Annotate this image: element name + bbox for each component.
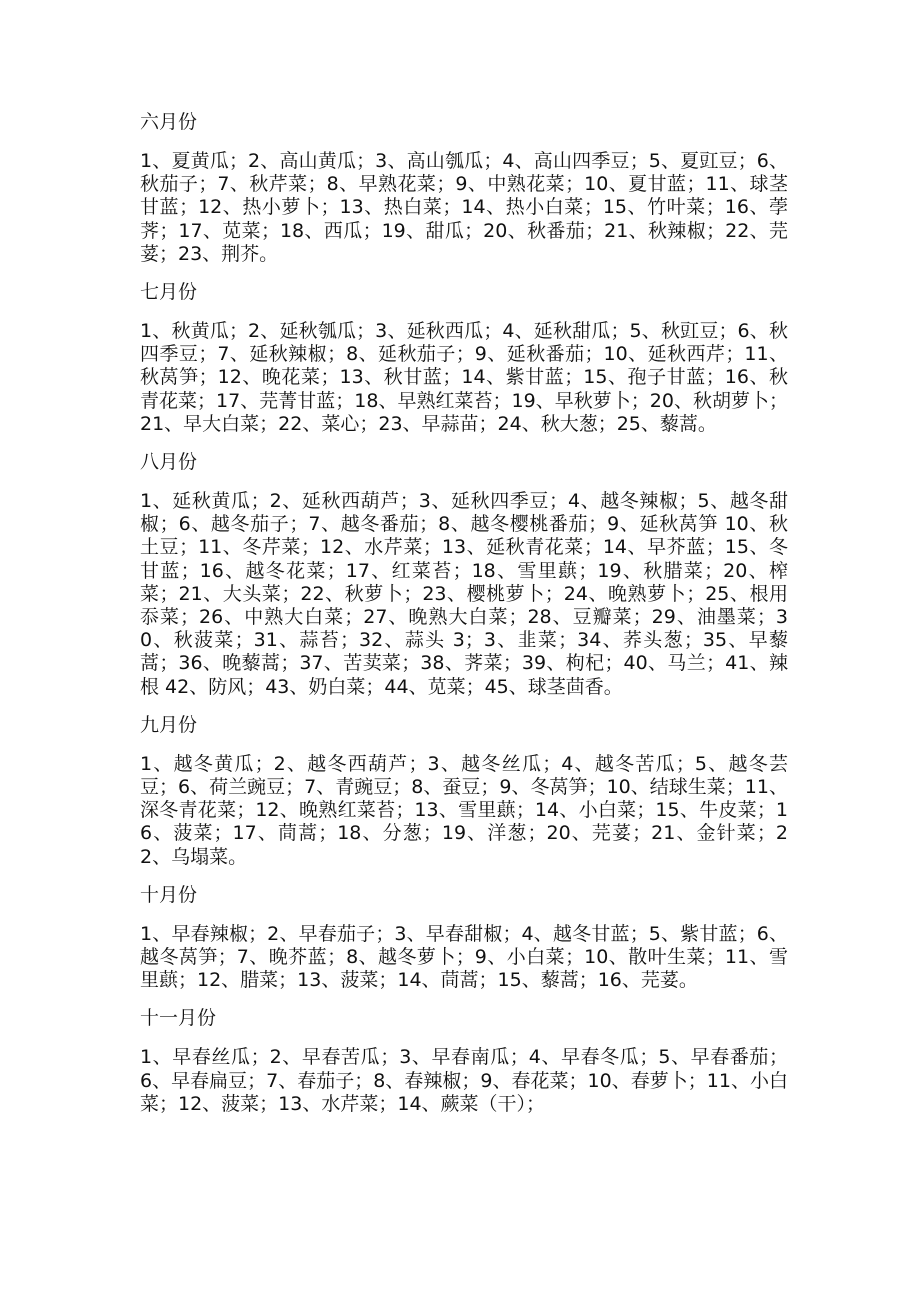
section-september — [140, 711, 788, 869]
vegetable-list: 1、越冬黄瓜；2、越冬西葫芦；3、越冬丝瓜；4、越冬苦瓜；5、越冬芸豆；6、荷兰豌豆；7、青豌豆；8、蚕豆；9、冬莴笋；10、结球生菜；11、深冬青花菜；12、晚熟红菜苔；13、雪里蕻；14、小白菜；15、牛皮菜；16、菠菜；17、茼蒿；18、分葱；19、洋葱；20、芫荽；21、金针菜；22、乌塌菜。 — [140, 752, 788, 868]
vegetable-list: 1、夏黄瓜；2、高山黄瓜；3、高山瓠瓜；4、高山四季豆；5、夏豇豆；6、秋茄子；7、秋芹菜；8、早熟花菜；9、中熟花菜；10、夏甘蓝；11、球茎甘蓝；12、热小萝卜；13、热白菜；14、热小白菜；15、竹叶菜；16、荸荠；17、苋菜；18、西瓜；19、甜瓜；20、秋番茄；21、秋辣椒；22、芫荽；23、荆芥。 — [140, 150, 788, 265]
section-heading: 八月份 — [140, 451, 198, 474]
section-heading: 七月份 — [140, 281, 198, 304]
section-june — [140, 108, 788, 266]
vegetable-list: 1、秋黄瓜；2、延秋瓠瓜；3、延秋西瓜；4、延秋甜瓜；5、秋豇豆；6、秋四季豆；7、延秋辣椒；8、延秋茄子；9、延秋番茄；10、延秋西芹；11、秋莴笋；12、晚花菜；13、秋甘蓝；14、紫甘蓝；15、孢子甘蓝；16、秋青花菜；17、芫菁甘蓝；18、早熟红菜苔；19、早秋萝卜；20、秋胡萝卜；21、早大白菜；22、菜心；23、早蒜苗；24、秋大葱；25、藜蒿。 — [140, 320, 788, 435]
section-heading: 九月份 — [140, 713, 198, 736]
section-heading: 六月份 — [140, 111, 198, 133]
document-page — [140, 108, 788, 1128]
section-heading: 十月份 — [140, 883, 198, 906]
section-october — [140, 881, 788, 993]
section-november — [140, 1004, 788, 1116]
section-august — [140, 448, 788, 699]
section-july — [140, 278, 788, 436]
vegetable-list: 1、延秋黄瓜；2、延秋西葫芦；3、延秋四季豆；4、越冬辣椒；5、越冬甜椒；6、越冬茄子；7、越冬番茄；8、越冬樱桃番茄；9、延秋莴笋 10、秋土豆；11、冬芹菜；12、水芹菜；13、延秋青花菜；14、早芥蓝；15、冬甘蓝；16、越冬花菜；17、红菜苔；18、雪里蕻；19、秋腊菜；20、榨菜；21、大头菜；22、秋萝卜；23、樱桃萝卜；24、晚熟萝卜；25、根用忝菜；26、中熟大白菜；27、晚熟大白菜；28、豆瓣菜；29、油墨菜；30、秋菠菜；31、蒜苔；32、蒜头 3；3、韭菜；34、荞头葱；35、早藜蒿；36、晚藜蒿；37、苦荬菜；38、荠菜；39、枸杞；40、马兰；41、辣根 42、防风；43、奶白菜；44、苋菜；45、球茎茴香。 — [140, 490, 788, 698]
vegetable-list: 1、早春辣椒；2、早春茄子；3、早春甜椒；4、越冬甘蓝；5、紫甘蓝；6、越冬莴笋；7、晚芥蓝；8、越冬萝卜；9、小白菜；10、散叶生菜；11、雪里蕻；12、腊菜；13、菠菜；14、茼蒿；15、藜蒿；16、芫荽。 — [140, 922, 788, 992]
vegetable-list: 1、早春丝瓜；2、早春苦瓜；3、早春南瓜；4、早春冬瓜；5、早春番茄；6、早春扁豆；7、春茄子；8、春辣椒；9、春花菜；10、春萝卜；11、小白菜；12、菠菜；13、水芹菜；14、蕨菜（干）； — [140, 1046, 788, 1115]
section-heading: 十一月份 — [140, 1007, 217, 1030]
